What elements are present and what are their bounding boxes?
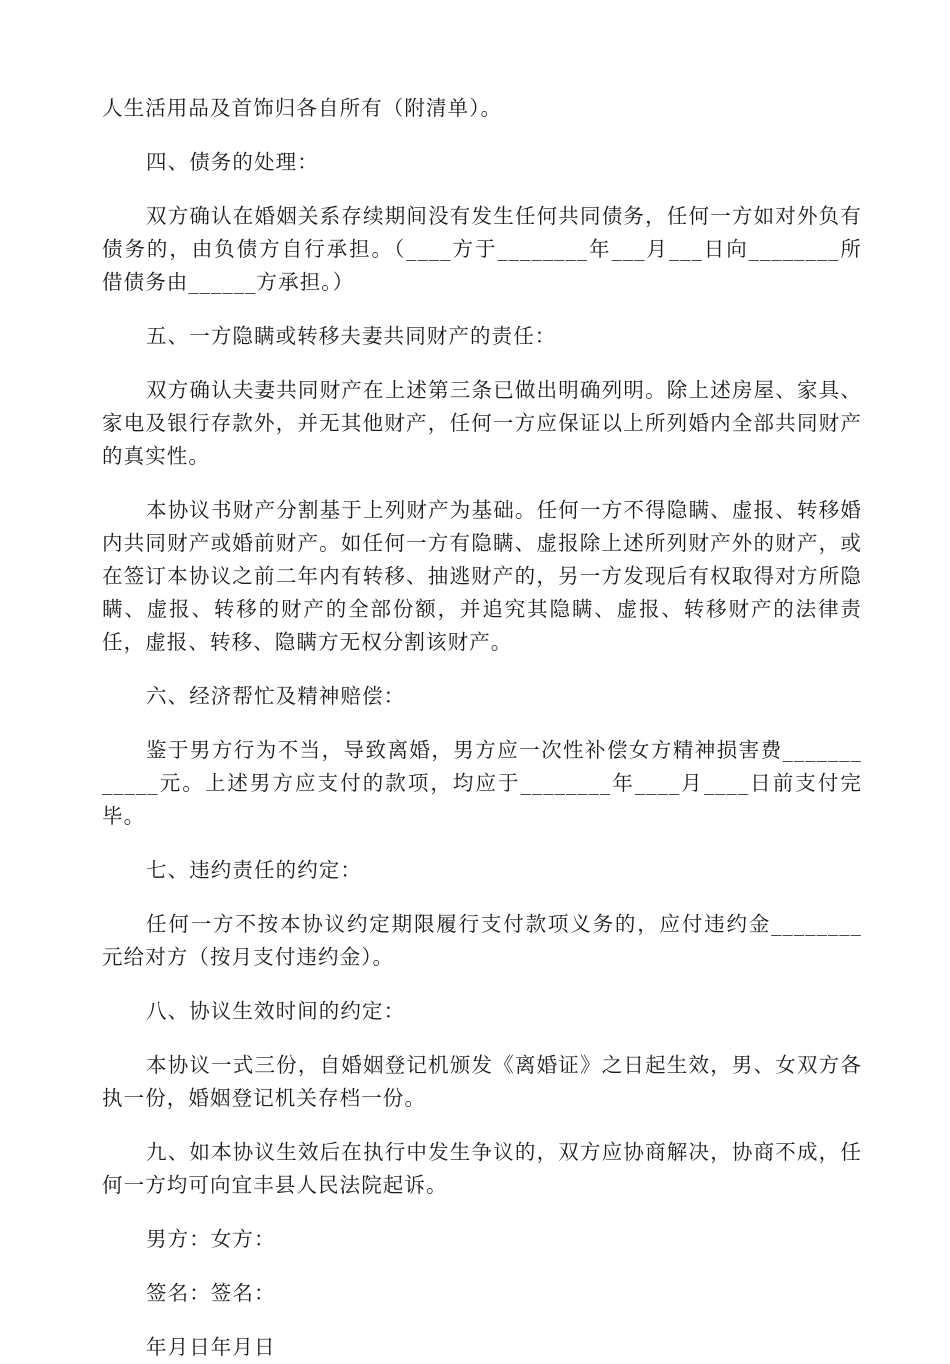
paragraph-compensation-terms: 鉴于男方行为不当，导致离婚，男方应一次性补偿女方精神损害费____________元。上述男方应支付的款项，均应于________年____月____日前支付完毕。 <box>102 738 862 828</box>
document-page <box>102 92 862 1364</box>
heading-effective-date: 八、协议生效时间的约定： <box>146 999 406 1023</box>
heading-breach-liability: 七、违约责任的约定： <box>146 858 362 882</box>
signature-date-line: 年月日年月日 <box>146 1335 276 1359</box>
heading-economic-compensation: 六、经济帮忙及精神赔偿： <box>146 684 406 708</box>
signature-names-line: 签名：签名： <box>146 1281 276 1305</box>
paragraph-personal-items: 人生活用品及首饰归各自所有（附清单）。 <box>102 96 503 120</box>
paragraph-breach-terms: 任何一方不按本协议约定期限履行支付款项义务的，应付违约金________元给对方（按月支付违约金）。 <box>102 912 862 969</box>
paragraph-property-division-basis: 本协议书财产分割基于上列财产为基础。任何一方不得隐瞒、虚报、转移婚内共同财产或婚前财产。如任何一方有隐瞒、虚报除上述所列财产外的财产，或在签订本协议之前二年内有转移、抽逃财产的，另一方发现后有权取得对方所隐瞒、虚报、转移的财产的全部份额，并追究其隐瞒、虚报、转移财产的法律责任，虚报、转移、隐瞒方无权分割该财产。 <box>102 498 862 654</box>
signature-parties-line: 男方：女方： <box>146 1227 276 1251</box>
heading-concealment-liability: 五、一方隐瞒或转移夫妻共同财产的责任： <box>146 324 557 348</box>
paragraph-effective-terms: 本协议一式三份，自婚姻登记机颁发《离婚证》之日起生效，男、女双方各执一份，婚姻登记机关存档一份。 <box>102 1053 862 1110</box>
paragraph-property-confirmation: 双方确认夫妻共同财产在上述第三条已做出明确列明。除上述房屋、家具、家电及银行存款外，并无其他财产，任何一方应保证以上所列婚内全部共同财产的真实性。 <box>102 378 862 468</box>
heading-debt-handling: 四、债务的处理： <box>146 150 319 174</box>
paragraph-dispute-resolution: 九、如本协议生效后在执行中发生争议的，双方应协商解决，协商不成，任何一方均可向宜丰县人民法院起诉。 <box>102 1140 862 1197</box>
paragraph-debt-terms: 双方确认在婚姻关系存续期间没有发生任何共同债务，任何一方如对外负有债务的，由负债方自行承担。（____方于________年___月___日向________所借债务由______方承担。） <box>102 204 862 294</box>
